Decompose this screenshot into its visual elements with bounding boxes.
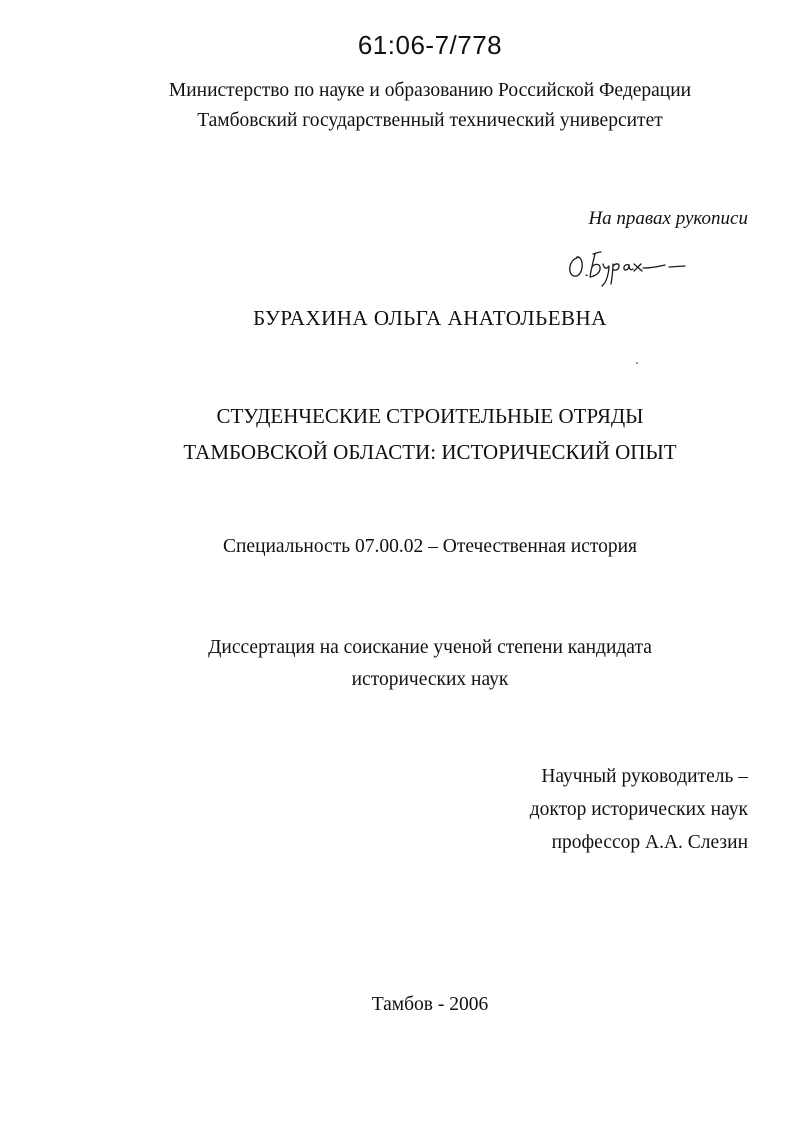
advisor-line-1: Научный руководитель – <box>541 766 748 787</box>
advisor-line-2: доктор исторических наук <box>529 799 748 820</box>
degree-line-1: Диссертация на соискание ученой степени кандидата <box>208 637 652 658</box>
author-name: БУРАХИНА ОЛЬГА АНАТОЛЬЕВНА <box>253 306 607 330</box>
rights-notice: На правах рукописи <box>588 208 748 229</box>
ministry-name: Министерство по науке и образованию Российской Федерации <box>168 80 692 101</box>
degree-statement <box>140 632 720 696</box>
title-line-1: СТУДЕНЧЕСКИЕ СТРОИТЕЛЬНЫЕ ОТРЯДЫ <box>216 404 644 428</box>
dissertation-title <box>120 398 740 470</box>
advisor-line-3: профессор А.А. Слезин <box>551 832 748 853</box>
title-line-2: ТАМБОВСКОЙ ОБЛАСТИ: ИСТОРИЧЕСКИЙ ОПЫТ <box>183 440 677 464</box>
city-year: Тамбов - 2006 <box>371 994 489 1015</box>
specialty: Специальность 07.00.02 – Отечественная история <box>222 536 638 557</box>
institution-header <box>160 76 700 136</box>
scientific-advisor <box>480 760 748 859</box>
handwritten-signature <box>565 240 695 290</box>
scan-speck <box>636 362 638 364</box>
degree-line-2: исторических наук <box>351 669 509 690</box>
university-name: Тамбовский государственный технический университет <box>197 110 663 131</box>
catalog-number: 61:06-7/778 <box>357 30 503 60</box>
